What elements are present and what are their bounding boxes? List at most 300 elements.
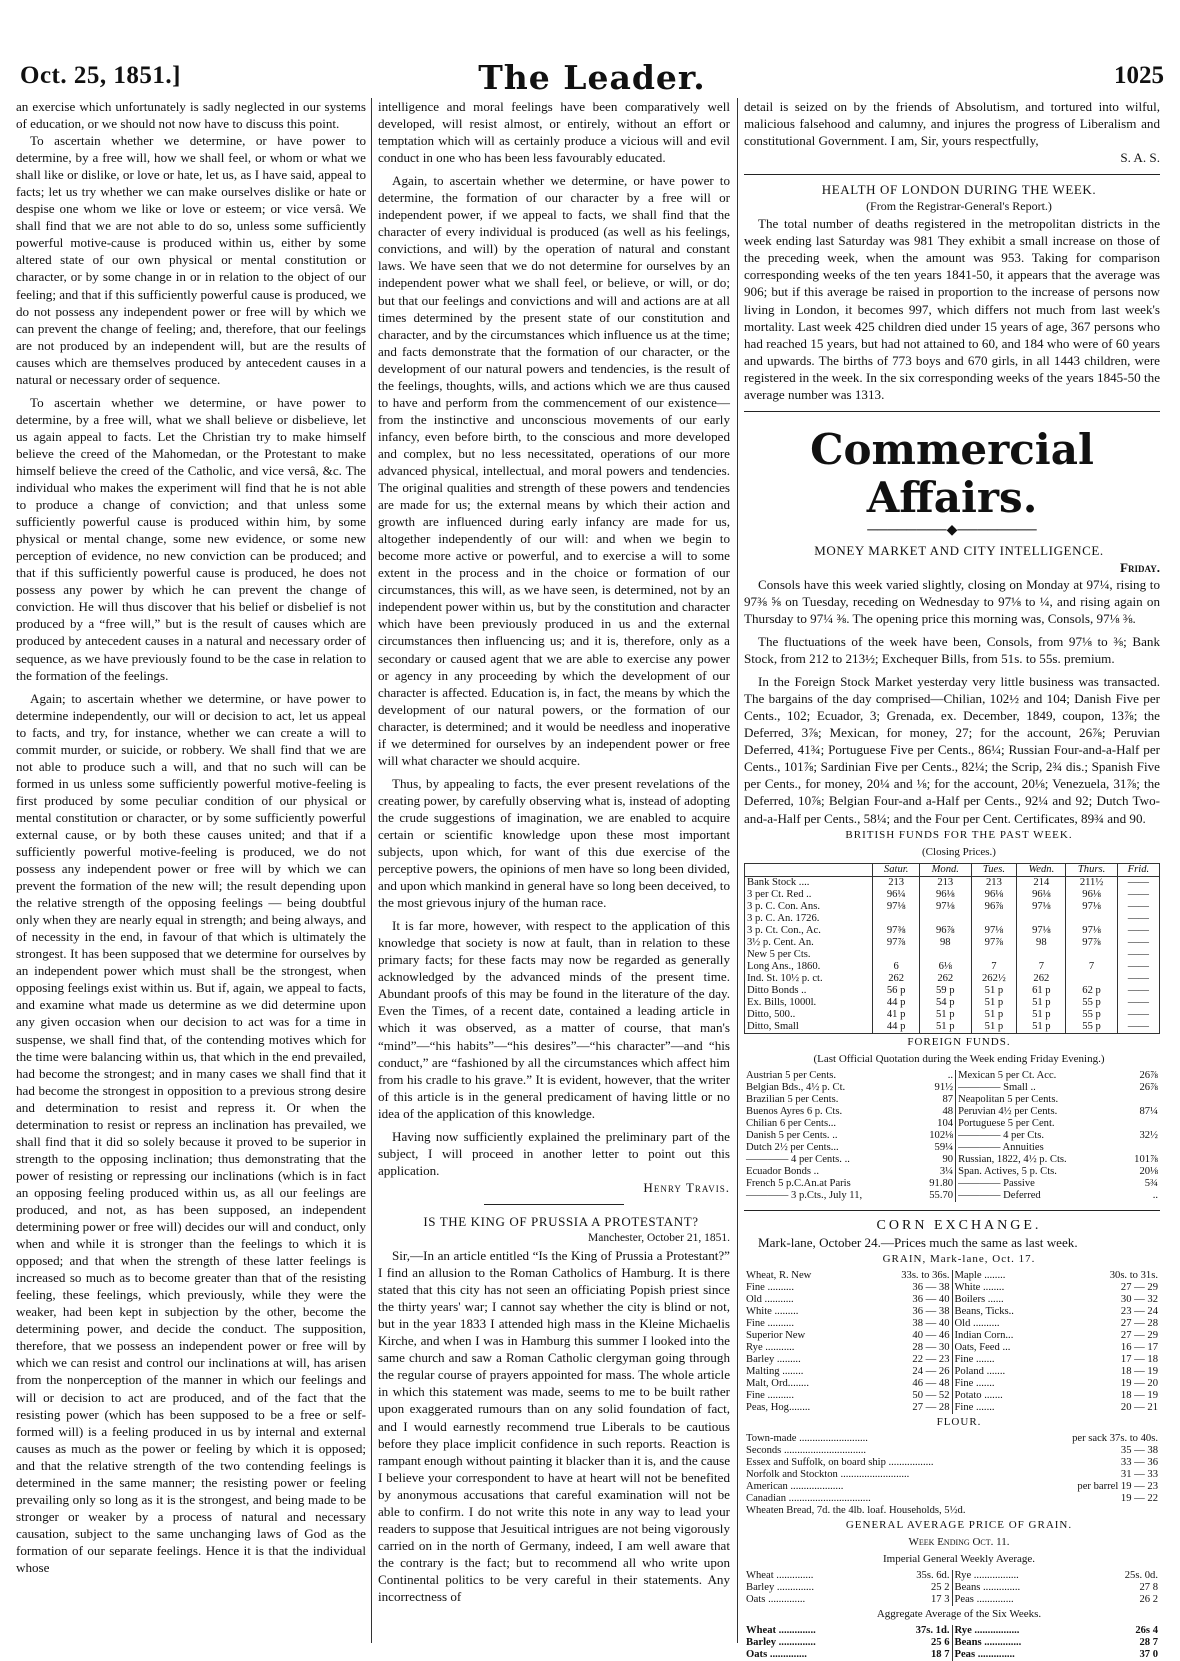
row-label: Beans, Ticks..	[952, 1306, 1056, 1318]
table-cell	[873, 949, 920, 961]
british-funds-table	[744, 863, 1160, 1034]
row-label: ———— 4 per Cents. ..	[746, 1153, 850, 1165]
health-body: The total number of deaths registered in the metropolitan districts in the week ending last Saturday was 981 They exhibit a small increase on those of the preceding week, when the amount was 953. Taking for comparison corresponding weeks of the ten years 1841-50, it appears that the average was 906; but if this average be raised in proportion to the increase of persons now living in London, it becomes 997, which differs not much from last week's mortality. Last week 425 children died under 15 years of age, 367 persons who had reached 15 years, but had not attained to 60, and 184 who were of 60 years and upwards. The births of 773 boys and 670 girls, in all 1443 children, were registered in the week. In the six corresponding weeks of the years 1845-50 the average number was 1313.	[744, 216, 1160, 402]
row-label: Neapolitan 5 per Cents.	[956, 1094, 1069, 1106]
table-cell	[920, 913, 971, 925]
table-cell: 26⅞	[1139, 1069, 1158, 1081]
row-label: 3 per Ct. Red ..	[745, 889, 873, 901]
column-1	[16, 98, 366, 1643]
table-row	[744, 1570, 1160, 1582]
row-label: Wheat, R. New	[746, 1269, 812, 1281]
table-cell: 17 3	[930, 1594, 950, 1606]
table-cell: 25 6	[930, 1637, 950, 1649]
row-label: Fine .......	[952, 1402, 1056, 1414]
row-label: Boilers ......	[952, 1294, 1056, 1306]
money-paragraph: Consols have this week varied slightly, closing on Monday at 97¼, rising to 97⅜ ⅝ on Tuesday, receding on Wednesday to 97⅛ to ¼, and rising again on Thursday to 97¼ ⅜. The opening price this morning was, Consols, 97⅛ ⅜.	[744, 576, 1160, 626]
row-label: Norfolk and Stockton ..........................	[746, 1468, 910, 1480]
row-label: Brazilian 5 per Cents.	[746, 1093, 839, 1105]
table-row	[744, 1433, 1160, 1445]
table-row	[745, 961, 1160, 973]
table-cell: 262	[873, 973, 920, 985]
paragraph: Thus, by appealing to facts, the ever present revelations of the creating power, by carefully observing what is, instead of adopting the crude suggestions of imagination, we are enabled to acquire certain or scientific knowledge upon these most important subjects, upon which, for want of this due exercise of the perceptive powers, the opinions of men have so long been divided, and upon which mankind in general have so long been deceived, to the most grievous injury of the human race.	[378, 775, 730, 911]
table-cell: 262	[920, 973, 971, 985]
row-label: American ....................	[746, 1480, 844, 1492]
row-label: 3 p. Ct. Con., Ac.	[745, 925, 873, 937]
average-price-week: Week Ending Oct. 11.	[908, 1535, 1010, 1548]
table-row	[745, 949, 1160, 961]
table-cell: 50 — 52	[912, 1389, 950, 1401]
table-cell	[1066, 913, 1118, 925]
table-cell: 28 7	[1139, 1637, 1158, 1649]
table-cell: 37s. 1d.	[915, 1625, 950, 1637]
newspaper-title: The Leader.	[478, 58, 706, 97]
table-cell: 59 p	[920, 985, 971, 997]
table-row	[744, 1445, 1160, 1457]
table-cell	[971, 949, 1017, 961]
table-cell: 48	[942, 1105, 954, 1117]
table-cell	[1069, 1094, 1160, 1106]
table-cell: 213	[920, 876, 971, 889]
row-label: Dutch 2½ per Cents...	[746, 1141, 839, 1153]
row-label: Ind. St. 10½ p. ct.	[745, 973, 873, 985]
letter-continuation: detail is seized on by the friends of Absolutism, and tortured into wilful, malicious falsehood and calumny, and injures the progress of Liberalism and constitutional Government. I am, Sir, yours respectfully,	[744, 99, 1160, 149]
table-row	[744, 1594, 1160, 1606]
table-row	[744, 1070, 1160, 1082]
british-funds-subtitle: (Closing Prices.)	[922, 845, 996, 858]
row-label: Peas ..............	[952, 1594, 1056, 1606]
row-label: ———— Small ..	[956, 1082, 1069, 1094]
table-cell: 55 p	[1066, 1021, 1118, 1034]
letter-signature: S. A. S.	[1120, 150, 1160, 166]
table-cell: ..	[1152, 1189, 1158, 1201]
table-row	[744, 1625, 1160, 1637]
table-row	[744, 1166, 1160, 1178]
row-label: White ........	[952, 1282, 1056, 1294]
table-cell: ——	[1117, 1009, 1159, 1021]
table-cell: 33 — 36	[1120, 1456, 1158, 1468]
table-cell: 51 p	[971, 1009, 1017, 1021]
table-cell: ——	[1117, 901, 1159, 913]
row-label: Malting ........	[746, 1365, 804, 1377]
table-cell: 213	[873, 876, 920, 889]
row-label: Canadian ...............................	[746, 1492, 871, 1504]
table-cell: 22 — 23	[912, 1353, 950, 1365]
table-cell: 96⅛	[971, 889, 1017, 901]
flour-table	[744, 1433, 1160, 1517]
table-cell	[1066, 973, 1118, 985]
table-cell: 213	[971, 876, 1017, 889]
row-label: ———— Annuities	[956, 1142, 1069, 1154]
table-cell: 87¼	[1139, 1105, 1158, 1117]
row-label: Fine .......	[952, 1378, 1056, 1390]
table-cell: 51 p	[1017, 1021, 1066, 1034]
table-cell: 97⅞	[971, 937, 1017, 949]
table-row	[744, 1178, 1160, 1190]
table-cell: 25 2	[930, 1582, 950, 1594]
table-row	[744, 1118, 1160, 1130]
column-header: Satur.	[873, 863, 920, 876]
row-label: White .........	[746, 1305, 799, 1317]
table-cell: 44 p	[873, 997, 920, 1009]
row-label: Fine ..........	[746, 1389, 794, 1401]
table-cell	[1069, 1118, 1160, 1130]
letter-body: Sir,—In an article entitled “Is the King of Prussia a Protestant?” I find an allusion to the Roman Catholics of Hamburg. It is there stated that this city has not seen an officiating Popish priest since the thirty years' war; I cannot say whether the city is blind or not, but in the year 1833 I attended high mass in the Kleine Michaelis Kirche, and when I was in Hamburg this summer I looked into the same church and saw a Roman Catholic clergyman going through the regular course of prayers appointed for mass. The whole article in which this statement was made, seems to me to be built rather upon exaggerated rumours than on any solid foundation of fact, and I would earnestly recommend true Liberals to be cautious before they place implicit confidence in such reports. Reaction is rampant enough without painting it blacker than it is, and the cause I believe your correspondent to have at heart will not be benefited by anonymous accusations that careful examination will not be able to confirm. I do not write this note in any way to lead your readers to suppose that Jesuitical intrigues are not being vigorously carried on in the north of Germany, indeed, I am well aware that the contrary is the fact; but to recommend all who write upon Continental politics to be very careful in their statements. Any incorrectness of	[378, 1248, 730, 1604]
row-label: Wheat ..............	[746, 1625, 816, 1637]
table-cell: 7	[971, 961, 1017, 973]
table-cell: 31 — 33	[1120, 1468, 1158, 1480]
row-label: Wheat ..............	[746, 1570, 814, 1582]
row-label: Wheaten Bread, 7d. the 4lb. loaf. Households, 5½d.	[746, 1504, 966, 1516]
row-label: French 5 p.C.An.at Paris	[746, 1177, 851, 1189]
row-label: Beans ..............	[952, 1582, 1056, 1594]
table-row	[744, 1505, 1160, 1517]
letter-dateline: Manchester, October 21, 1851.	[588, 1232, 730, 1244]
table-cell: 51 p	[1017, 997, 1066, 1009]
table-cell: 51 p	[920, 1009, 971, 1021]
table-cell: ——	[1117, 937, 1159, 949]
row-label: 3 p. C. Con. Ans.	[745, 901, 873, 913]
table-row	[744, 1130, 1160, 1142]
table-cell: 96⅞	[920, 925, 971, 937]
column-2	[378, 98, 730, 1643]
foreign-funds-title: FOREIGN FUNDS.	[907, 1035, 1011, 1048]
table-cell: 59¼	[934, 1141, 954, 1153]
table-cell	[1017, 949, 1066, 961]
row-label: Rye .................	[952, 1625, 1056, 1637]
table-row	[744, 1637, 1160, 1649]
table-cell: 6⅛	[920, 961, 971, 973]
row-label: Fine .......	[952, 1354, 1056, 1366]
table-cell: 36 — 40	[912, 1293, 950, 1305]
row-label: Span. Actives, 5 p. Cts.	[956, 1166, 1069, 1178]
table-cell: 17 — 18	[1120, 1353, 1158, 1365]
table-row	[745, 876, 1160, 889]
row-label: Old ..........	[952, 1318, 1056, 1330]
row-label: Rye .................	[952, 1570, 1056, 1582]
table-cell: 27 — 28	[1120, 1317, 1158, 1329]
row-label: Superior New	[746, 1329, 806, 1341]
table-cell: 90	[942, 1153, 954, 1165]
row-label: Peruvian 4½ per Cents.	[956, 1106, 1069, 1118]
row-label: Peas ..............	[952, 1649, 1056, 1661]
table-cell: per barrel 19 — 23	[1077, 1480, 1158, 1492]
aggregate-average-table	[744, 1625, 1160, 1661]
table-cell: 19 — 22	[1120, 1492, 1158, 1504]
row-label: Seconds ...............................	[746, 1444, 867, 1456]
table-row	[744, 1318, 1160, 1330]
table-row	[744, 1649, 1160, 1661]
average-price-sub: Imperial General Weekly Average.	[882, 1553, 1036, 1566]
corn-exchange-heading: CORN EXCHANGE.	[876, 1217, 1042, 1233]
paragraph: Again, to ascertain whether we determine, or have power to determine, the formation of our character by a free will or independent power, if we appeal to facts, we shall find that the character of every individual is produced (as well as his feelings, convictions, and will) by the operation of natural and constant laws. We have seen that we do not determine for ourselves by an independent power what we shall feel, or believe, or will, or do; but that our feelings and convictions and will and actions are at all times determined by the present state of our constitution and character, and by the circumstances which influence us at the time; and facts demonstrate that the formation of our character, or the development of our natural powers and tendencies, is the result of the feelings, thoughts, wills, and actions which we are thus caused to have and perform from the commencement of our existence—from the instinctive and unconscious movements of our early infancy, even before birth, to the conscious and more developed and complex, but no less necessitated, operations of our more advanced physical, intellectual, and moral powers and tendencies. The original qualities and strength of these powers and tendencies are made for us; the external means by which their action and growth are influenced during early infancy are made for us, altogether independently of our will: and when we begin to become more active or powerful, and to exercise a will to some extent in the process and in the choice or formation of our circumstances, this will, as we have seen, is determined, not by an independent power within us, but by the constitution and character which have been previously produced in us and the external circumstances then influencing us; and it is, therefore, only as a secondary or caused agent that we are able to exercise any power or agency in any proceeding by which the development of our character is affected. Education is, in fact, the means by which the development of our natural powers, or the formation of our character, is determined; and it would be needless and inoperative if we determined for ourselves by an independent power or free will what character we should acquire.	[378, 173, 730, 768]
table-cell: 32½	[1139, 1129, 1158, 1141]
row-label: Ditto Bonds ..	[745, 985, 873, 997]
table-row	[744, 1390, 1160, 1402]
table-row	[745, 985, 1160, 997]
table-cell: 18 7	[930, 1649, 950, 1661]
flour-title: FLOUR.	[936, 1415, 982, 1428]
table-cell: 7	[1066, 961, 1118, 973]
row-label: Ecuador Bonds ..	[746, 1165, 819, 1177]
table-cell: 33s. to 36s.	[901, 1269, 950, 1281]
table-row	[744, 1469, 1160, 1481]
masthead	[18, 58, 1166, 98]
row-label: ———— 3 p.Cts., July 11,	[746, 1189, 863, 1201]
table-cell: 19 — 20	[1120, 1377, 1158, 1389]
table-row	[745, 937, 1160, 949]
row-label: Town-made ..........................	[746, 1432, 868, 1444]
table-row	[745, 889, 1160, 901]
table-cell: ——	[1117, 889, 1159, 901]
table-cell: 36 — 38	[912, 1305, 950, 1317]
table-cell: 18 — 19	[1120, 1365, 1158, 1377]
column-divider	[737, 98, 738, 1643]
paragraph: Again; to ascertain whether we determine, or have power to determine independently, our will or decision to act, let us appeal to facts, and try, for instance, whether we can create a will to commit murder, or suicide, or robbery. We shall find that we are not able to produce such a will, and that no such will can be formed in us unless some sufficiently powerful motive-feeling is first produced by some peculiar condition of our physical or mental constitution or character, or by some sufficiently powerful external cause, or by both these causes united; and that if a sufficiently powerful motive-feeling is produced, we do not possess any independent power or free will by which we can prevent the formation of the new will; the result depending upon the relative strength of the opposing feelings — being doubtful only when they are nearly equal in strength; and being always, and of necessity in the end, in favour of that which is ultimately the strongest. It has been supposed that we determine for ourselves by an independent power which must shall be the strongest, when opposing feelings exist within us. But if, again, we appeal to facts, and examine what made us determine as we did determine upon any given occasion when our decision to act was for a time in suspense, we shall find that, of the contending motives which for the time were balancing within us, that which in the end prevailed, had become the strongest; and in many cases we shall find that it had become the strongest in opposition to a previous strong desire and determination to resist and repress it. Or when the determination to resist or repress an inclination has prevailed, we shall find that it did so solely because it proved to be superior in strength to the opposing inclination; thus demonstrating that the power of resisting or repressing our inclinations (which is in fact an opposing feeling produced within us, as all our feelings are produced, and not, as has been supposed, an independent determining power or free will) decides our will and conduct, only when and while it is stronger than the feelings to which it is opposed; and that when the strength of these latter feelings is increased so much as to become greater than that of the resisting feeling, these feelings, which previously, while they were the weaker, had been kept in subjection by the other, become the determining power, and decide the conduct. The supposition, therefore, that we possess an independent power or free will by which we can resist and control our inclinations at will, has arisen from the nonperception of the manner in which our feelings and will or decision to act are produced, and of the fact that the resisting power (which has been supposed to be a free or self-formed will) is a feeling produced in us by internal and external causes as much as the power or feeling by which it is opposed; and that the relative strength of the two contending feelings is determined in the same manner; the resisting power or feeling prevailing only so long as it is the strongest, and being made to be stronger or weaker by a process of natural and necessary causation, subject to the same unchanging laws of God as the formation of our separate feelings. Hence it is that the individual whose	[16, 690, 366, 1575]
table-cell: 26s 4	[1135, 1625, 1158, 1637]
row-label: Ex. Bills, 1000l.	[745, 997, 873, 1009]
table-cell: 6	[873, 961, 920, 973]
row-label: Old ...........	[746, 1293, 794, 1305]
table-cell: 20 — 21	[1120, 1401, 1158, 1413]
divider	[484, 1204, 625, 1205]
table-cell: per sack 37s. to 40s.	[1072, 1432, 1158, 1444]
table-cell: 96¼	[873, 889, 920, 901]
issue-date: Oct. 25, 1851.]	[20, 62, 181, 89]
table-cell	[971, 913, 1017, 925]
table-row	[744, 1094, 1160, 1106]
column-header: Tues.	[971, 863, 1017, 876]
row-label: Danish 5 per Cents. ..	[746, 1129, 838, 1141]
table-cell: 96⅛	[1066, 889, 1118, 901]
table-cell: 5¾	[1144, 1177, 1158, 1189]
table-cell: 101⅞	[1134, 1153, 1158, 1165]
table-cell	[873, 913, 920, 925]
table-cell: 16 — 17	[1120, 1341, 1158, 1353]
table-cell: 55.70	[929, 1189, 954, 1201]
table-cell: 23 — 24	[1120, 1305, 1158, 1317]
table-cell: 62 p	[1066, 985, 1118, 997]
row-label: Oats ..............	[746, 1649, 807, 1661]
aggregate-average-sub: Aggregate Average of the Six Weeks.	[876, 1608, 1042, 1621]
table-cell: 38 — 40	[912, 1317, 950, 1329]
table-cell: 97⅛	[1017, 925, 1066, 937]
table-cell	[920, 949, 971, 961]
row-label: Fine ..........	[746, 1281, 794, 1293]
row-label: Fine ..........	[746, 1317, 794, 1329]
divider	[744, 411, 1160, 412]
column-header	[745, 863, 873, 876]
row-label: Barley .........	[746, 1353, 801, 1365]
table-cell: 27 — 29	[1120, 1329, 1158, 1341]
table-cell: ——	[1117, 876, 1159, 889]
table-cell: 30s. to 31s.	[1109, 1269, 1158, 1281]
table-cell: 262½	[971, 973, 1017, 985]
money-paragraph: The fluctuations of the week have been, Consols, from 97⅛ to ⅜; Bank Stock, from 212 to 213½; Exchequer Bills, from 51s. to 55s. premium.	[744, 634, 1160, 667]
table-cell: 96⅛	[920, 889, 971, 901]
table-cell: 54 p	[920, 997, 971, 1009]
grain-title: GRAIN, Mark-lane, Oct. 17.	[882, 1252, 1036, 1265]
row-label: Chilian 6 per Cents...	[746, 1117, 837, 1129]
table-cell: 61 p	[1017, 985, 1066, 997]
table-row	[744, 1366, 1160, 1378]
table-cell: ——	[1117, 973, 1159, 985]
table-cell: 20⅛	[1139, 1165, 1158, 1177]
table-row	[744, 1106, 1160, 1118]
foreign-funds-subtitle: (Last Official Quotation during the Week ending Friday Evening.)	[813, 1052, 1105, 1065]
table-row	[745, 997, 1160, 1009]
money-market-day: Friday.	[1120, 559, 1160, 575]
table-cell: ——	[1117, 949, 1159, 961]
row-label: Oats, Feed ...	[952, 1342, 1056, 1354]
page-number: 1025	[1114, 62, 1164, 89]
table-cell: 46 — 48	[912, 1377, 950, 1389]
table-row	[745, 913, 1160, 925]
table-row	[744, 1142, 1160, 1154]
health-subheading: (From the Registrar-General's Report.)	[866, 199, 1052, 214]
row-label: Long Ans., 1860.	[745, 961, 873, 973]
foreign-funds-table	[744, 1070, 1160, 1202]
row-label: 3½ p. Cent. An.	[745, 937, 873, 949]
row-label: Barley ..............	[746, 1637, 816, 1649]
table-cell: 104	[937, 1117, 954, 1129]
table-cell: 27 8	[1139, 1582, 1158, 1594]
row-label: Beans ..............	[952, 1637, 1056, 1649]
letter-heading: IS THE KING OF PRUSSIA A PROTESTANT?	[423, 1213, 699, 1229]
table-cell: 44 p	[873, 1021, 920, 1034]
table-cell	[1017, 913, 1066, 925]
table-cell: 41 p	[873, 1009, 920, 1021]
table-row	[745, 925, 1160, 937]
table-cell: 91½	[934, 1081, 954, 1093]
table-cell: 97⅛	[873, 901, 920, 913]
table-row	[744, 1154, 1160, 1166]
row-label: ———— 4 per Cts.	[956, 1130, 1069, 1142]
table-row	[744, 1378, 1160, 1390]
table-cell: 26 2	[1139, 1594, 1158, 1606]
row-label: Buenos Ayres 6 p. Cts.	[746, 1105, 843, 1117]
paragraph: Having now sufficiently explained the preliminary part of the subject, I will proceed in another letter to point out this application.	[378, 1128, 730, 1178]
paragraph: To ascertain whether we determine, or have power to determine, by a free will, what we shall believe or disbelieve, let us again appeal to facts. Let the Christian try to make himself believe the creed of the Mahomedan, or the Protestant to make himself believe the creed of the Catholic, and vice versâ, &c. The individual who makes the experiment will find that he is not able to produce a change of conviction; and that unless some sufficiently powerful cause is produced within him, by some physical or mental change, some new evidence, or some new perception of evidence, no new conviction can be produced; and that if this sufficiently powerful cause is produced, he does not possess any power by which he can prevent the change of conviction. He will thus discover that his belief or disbelief is not produced by a “free will,” but is the result of causes which are produced by antecedent causes in a natural and necessary order of sequence, as we have previously found to be the case in relation to the formation of the feelings.	[16, 394, 366, 683]
row-label: Belgian Bds., 4½ p. Ct.	[746, 1081, 846, 1093]
money-paragraph: In the Foreign Stock Market yesterday very little business was transacted. The bargains of the day comprised—Chilian, 102½ and 104; Danish Five per Cents., 102; Ecuador, 3; Grenada, ex. December, 1849, coupon, 13⅞; the Deferred, 3⅞; Mexican, for money, 27; for the account, 26⅞; Peruvian Deferred, 41¾; Portuguese Five per Cents., 86¼; Russian Four-and-a-Half per Cents., 101⅞; Sardinian Five per Cents., 82¼; the Scrip, 2¾ dis.; Spanish Five per Cents., for money, 20¼ and ⅛; for the account, 20⅛; Venezuela, 31⅞; the Deferred, 10⅞; Belgian Four-and a-Half per Cents., 92¼ and 92; Dutch Two-and-a-Half per Cents., 58¼; and the Four per Cent. Certificates, 89¾ and 90.	[744, 674, 1160, 826]
table-cell: 55 p	[1066, 1009, 1118, 1021]
weekly-average-table	[744, 1570, 1160, 1606]
table-cell: 97⅛	[1017, 901, 1066, 913]
table-cell: 87	[942, 1093, 954, 1105]
table-row	[744, 1493, 1160, 1505]
paragraph: It is far more, however, with respect to the application of this knowledge that society is now at fault, than in relation to these primary facts; for these facts may now be regarded as generally acknowledged by the advanced minds of the present time. Abundant proofs of this may be found in the literature of the day. Even the Times, of a recent date, contained a leading article in which it was observed, as a matter of course, that man's “mind”—“his habits”—“his desires”—“his character”—and “his conduct,” are “fashioned by all the circumstances which affect him from his cradle to his grave.” It is evident, however, that the writer of this article is in the general predicament of having little or no idea of the application of this knowledge.	[378, 918, 730, 1121]
table-cell: 27 — 28	[912, 1401, 950, 1413]
table-cell: 40 — 46	[912, 1329, 950, 1341]
table-cell: 3¼	[939, 1165, 954, 1177]
row-label: Ditto, Small	[745, 1021, 873, 1034]
table-cell: 27 — 29	[1120, 1281, 1158, 1293]
table-cell: ..	[947, 1069, 954, 1081]
column-header: Thurs.	[1066, 863, 1118, 876]
row-label: ———— Passive	[956, 1178, 1069, 1190]
row-label: New 5 per Cts.	[745, 949, 873, 961]
row-label: Poland .......	[952, 1366, 1056, 1378]
column-header: Mond.	[920, 863, 971, 876]
table-cell: ——	[1117, 997, 1159, 1009]
row-label: Bank Stock ....	[745, 876, 873, 889]
table-row	[744, 1082, 1160, 1094]
table-cell: 97⅛	[971, 925, 1017, 937]
table-cell: ——	[1117, 913, 1159, 925]
table-cell: 24 — 26	[912, 1365, 950, 1377]
table-cell: 18 — 19	[1120, 1389, 1158, 1401]
health-heading: HEALTH OF LONDON DURING THE WEEK.	[821, 182, 1097, 198]
money-market-heading: MONEY MARKET AND CITY INTELLIGENCE.	[814, 542, 1104, 558]
table-row	[744, 1294, 1160, 1306]
table-cell: 97⅛	[1066, 925, 1118, 937]
grain-table	[744, 1270, 1160, 1414]
row-label: Rye ...........	[746, 1341, 795, 1353]
column-divider	[371, 98, 372, 1643]
column-header: Wedn.	[1017, 863, 1066, 876]
paragraph: intelligence and moral feelings have been comparatively well developed, will resist almost, or entirely, without an effort or temptation which will as certainly produce a vicious will and evil conduct in one who has been less favourably educated.	[378, 99, 730, 166]
divider	[744, 1210, 1160, 1211]
table-row	[744, 1306, 1160, 1318]
row-label: Austrian 5 per Cents.	[746, 1069, 837, 1081]
commercial-affairs-title: Commercial Affairs.	[810, 424, 1094, 522]
table-cell: 211½	[1066, 876, 1118, 889]
table-row	[745, 1009, 1160, 1021]
table-cell	[1041, 1505, 1160, 1517]
table-row	[745, 973, 1160, 985]
table-row	[744, 1457, 1160, 1469]
table-row	[744, 1190, 1160, 1202]
row-label: Maple ........	[952, 1270, 1056, 1282]
table-cell: 56 p	[873, 985, 920, 997]
row-label: Malt, Ord........	[746, 1377, 809, 1389]
table-cell	[1066, 949, 1118, 961]
table-cell: 97⅛	[1066, 901, 1118, 913]
table-row	[744, 1342, 1160, 1354]
paragraph: To ascertain whether we determine, or have power to determine, by a free will, how we shall feel, or whom or what we shall like or dislike, or love or hate, let us, as I have said, appeal to facts; let us try whether we can make ourselves dislike or hate or despise one whom we like or love or esteem; or vice versâ. We shall find that we are not able to do so, unless some sufficiently powerful motive-cause is produced within us, either by some altered state of our own physical or mental constitution or character, or by some change in or in relation to the object of our feeling; and that if this sufficiently powerful cause is produced, we do not possess any independent power or free will by which we can prevent the change of feeling; and, therefore, that our feelings are not produced by an independent will, but are the results of causes which are themselves produced by antecedent causes in a natural or necessary order of sequence.	[16, 133, 366, 387]
column-header: Frid.	[1117, 863, 1159, 876]
table-cell: 97⅛	[920, 901, 971, 913]
average-price-title: GENERAL AVERAGE PRICE OF GRAIN.	[845, 1518, 1073, 1531]
row-label: Peas, Hog........	[746, 1401, 811, 1413]
table-cell: 25s. 0d.	[1124, 1570, 1158, 1582]
table-cell: 98	[920, 937, 971, 949]
row-label: ———— Deferred	[956, 1190, 1069, 1202]
table-row	[744, 1354, 1160, 1366]
table-row	[745, 1021, 1160, 1034]
paragraph: an exercise which unfortunately is sadly neglected in our systems of education, or we should not now have to discuss this point.	[16, 99, 366, 132]
british-funds-title: BRITISH FUNDS FOR THE PAST WEEK.	[845, 828, 1073, 841]
table-cell: 30 — 32	[1120, 1293, 1158, 1305]
table-cell: 262	[1017, 973, 1066, 985]
divider	[744, 174, 1160, 175]
corn-exchange-text: Mark-lane, October 24.—Prices much the same as last week.	[758, 1234, 1078, 1250]
column-3	[744, 98, 1160, 1661]
table-cell: 214	[1017, 876, 1066, 889]
table-cell: 37 0	[1139, 1649, 1158, 1661]
table-cell: 51 p	[971, 997, 1017, 1009]
table-cell: 36 — 38	[912, 1281, 950, 1293]
table-cell: 28 — 30	[912, 1341, 950, 1353]
row-label: 3 p. C. An. 1726.	[745, 913, 873, 925]
row-label: Russian, 1822, 4½ p. Cts.	[956, 1154, 1069, 1166]
table-cell: 35s. 6d.	[916, 1570, 950, 1582]
table-cell: 102⅛	[929, 1129, 954, 1141]
table-cell: 97⅞	[1066, 937, 1118, 949]
row-label: Essex and Suffolk, on board ship .................	[746, 1456, 934, 1468]
table-cell: 35 — 38	[1120, 1444, 1158, 1456]
table-cell: 96⅞	[971, 901, 1017, 913]
